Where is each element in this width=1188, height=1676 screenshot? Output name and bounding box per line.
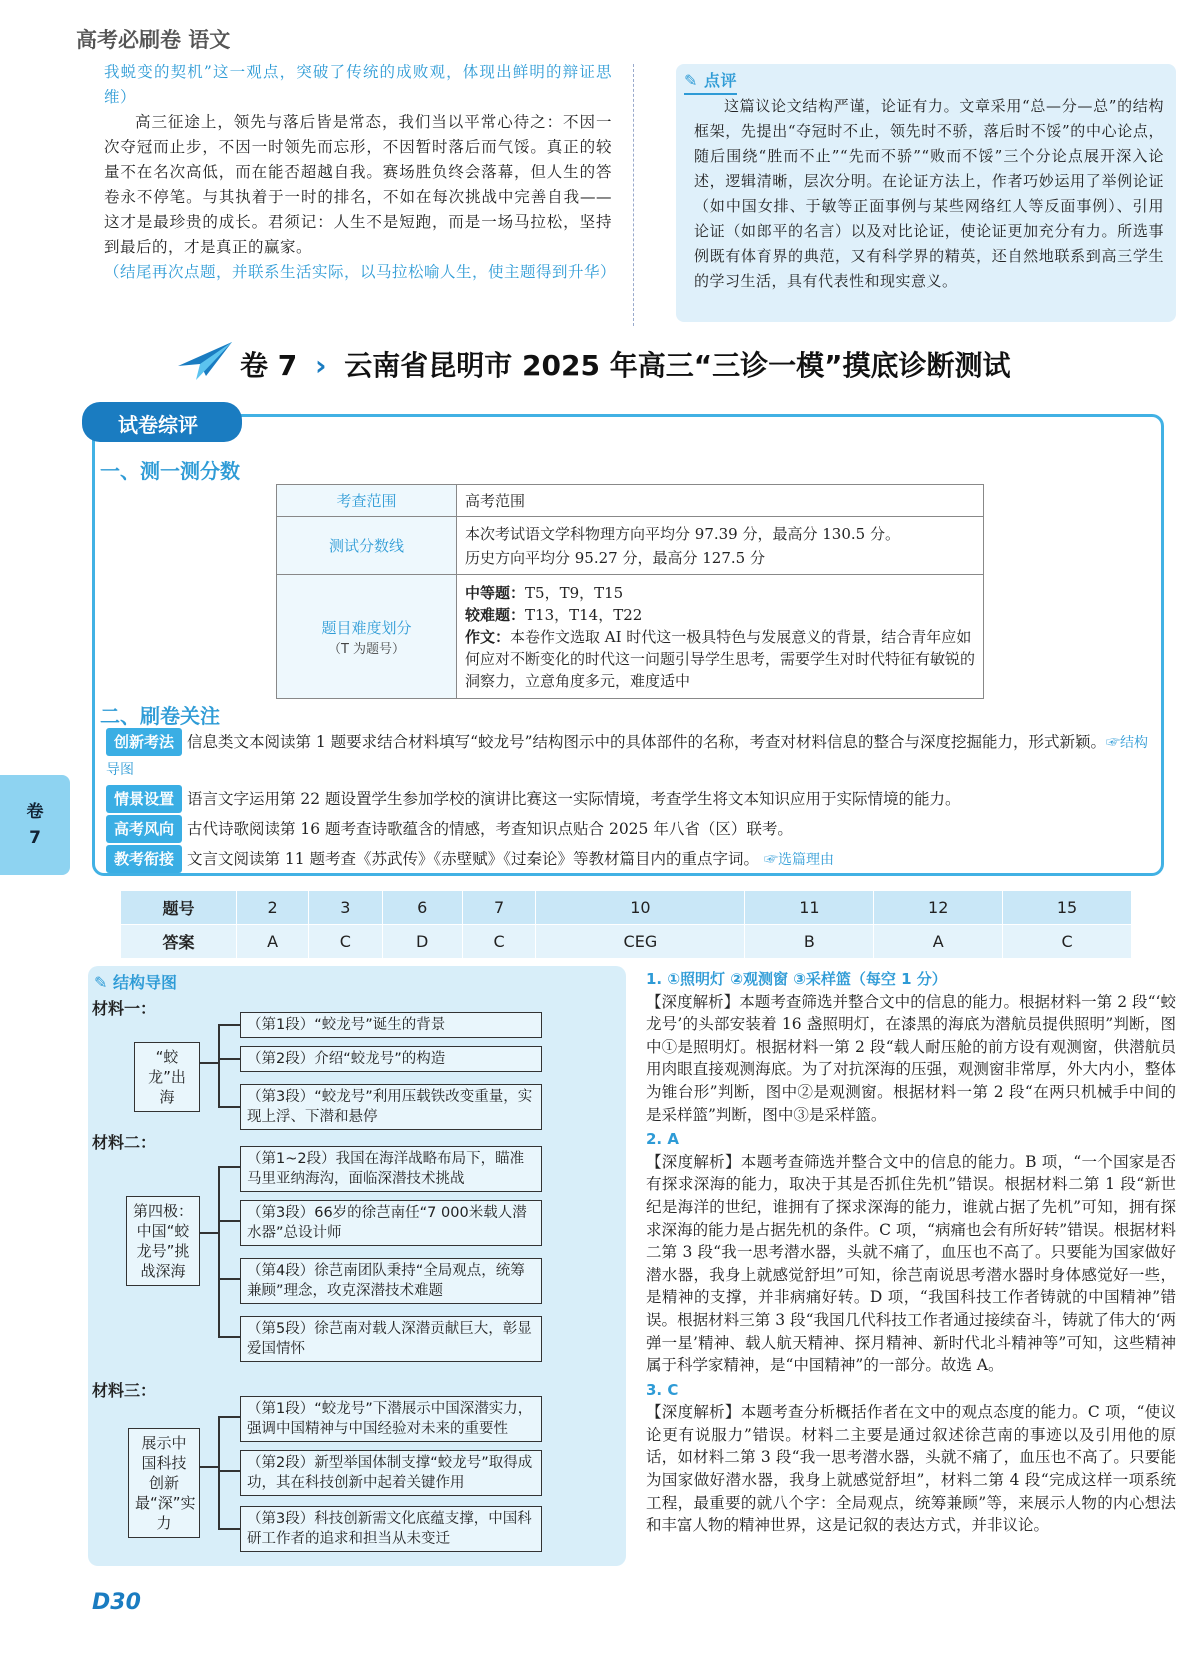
question-row xyxy=(121,891,1132,925)
connector xyxy=(218,1416,240,1418)
material-1-root: “蛟龙”出海 xyxy=(134,1042,200,1112)
map-node: （第3段）“蛟龙号”利用压载铁改变重量，实现上浮、下潜和悬停 xyxy=(240,1084,542,1130)
q1-explanation: 【深度解析】本题考查筛选并整合文中的信息的能力。根据材料一第 2 段“‘蛟龙号’的头部安装着 16 盏照明灯，在漆黑的海底为潜航员提供照明”判断，图中①是照明灯。根据材料一第 2 段“载人耐压舱的前方设有观测窗，供潜航员用肉眼直接观测海底。为了对抗深海的压强，观测窗非常厚，外大内小，整体为锥台形”判断，图中②是观测窗。根据材料一第 2 段“在两只机械手中间的是采样篮”判断，图中③是采样篮。 xyxy=(646,992,1176,1124)
difficulty-key-note: （T 为题号） xyxy=(327,641,406,657)
connector xyxy=(200,1062,218,1064)
score-line-1: 本次考试语文学科物理方向平均分 97.39 分，最高分 130.5 分。 xyxy=(465,524,900,543)
connector xyxy=(218,1528,240,1530)
q2-heading: 2. A xyxy=(646,1130,679,1149)
material-3-label: 材料三： xyxy=(92,1381,157,1400)
answer-cell: C xyxy=(462,925,535,959)
review-tab: 试卷综评 xyxy=(82,402,242,442)
question-cell: 11 xyxy=(745,891,874,925)
answer-header: 答案 xyxy=(121,925,237,959)
structure-map xyxy=(88,966,626,1566)
connector xyxy=(218,1416,220,1528)
paper-plane-icon xyxy=(176,336,236,380)
focus-list xyxy=(106,728,1152,873)
map-title: ✎ 结构导图 xyxy=(94,973,177,992)
material-1-label: 材料一： xyxy=(92,999,157,1018)
chevron-right-icon: › xyxy=(314,349,327,382)
connector xyxy=(218,1278,240,1280)
focus-note[interactable]: ☞选篇理由 xyxy=(763,852,834,868)
connector xyxy=(218,1166,220,1336)
connector xyxy=(218,1106,240,1108)
difficulty-key xyxy=(277,575,457,699)
focus-note[interactable]: ☞结构导图 xyxy=(106,735,1149,778)
question-cell: 2 xyxy=(237,891,309,925)
answer-cell: CEG xyxy=(536,925,745,959)
focus-text: 信息类文本阅读第 1 题要求结合材料填写“蛟龙号”结构图示中的具体部件的名称，考查对材料信息的整合与深度挖掘能力，形式新颖。 xyxy=(186,733,1107,751)
banner-prefix: 卷 7 xyxy=(240,349,298,382)
essay-note-1: 我蜕变的契机”这一观点，突破了传统的成败观，体现出鲜明的辩证思维） xyxy=(104,63,612,106)
focus-text: 古代诗歌阅读第 16 题考查诗歌蕴含的情感，考查知识点贴合 2025 年八省（区）联考。 xyxy=(186,820,793,838)
score-table xyxy=(276,484,984,699)
map-node: （第4段）徐芑南团队秉持“全局观点，统筹兼顾”理念，攻克深潜技术难题 xyxy=(240,1258,542,1304)
map-node: （第2段）新型举国体制支撑“蛟龙号”取得成功，其在科技创新中起着关键作用 xyxy=(240,1450,542,1496)
q3-explanation: 【深度解析】本题考查分析概括作者在文中的观点态度的能力。C 项，“使议论更有说服力”错误。材料二主要是通过叙述徐芑南的事迹以及引用他的原话，如材料二第 3 段“我一思考潜水器，头就不痛了，血压也不高了。只要能为国家做好潜水器，我身上就感觉舒坦”，材料二第 4 段“完成这样一项系统工程，最重要的就八个字：全局观点，统筹兼顾”等，来展示人物的内心想法和丰富人物的精神世界，这是记叙的表达方式，并非议论。 xyxy=(646,1403,1176,1535)
material-2-label: 材料二： xyxy=(92,1133,157,1152)
map-node: （第3段）科技创新需文化底蕴支撑，中国科研工作者的追求和担当从未变迁 xyxy=(240,1506,542,1552)
section-1-title: 一、测一测分数 xyxy=(100,459,240,483)
question-header: 题号 xyxy=(121,891,237,925)
connector xyxy=(200,1232,218,1234)
material-3-root: 展示中国科技创新最“深”实力 xyxy=(128,1428,200,1538)
connector xyxy=(218,1336,240,1338)
connector xyxy=(218,1220,240,1222)
section-2-title: 二、刷卷关注 xyxy=(100,704,220,728)
question-cell: 15 xyxy=(1003,891,1132,925)
material-2-root: 第四极：中国“蛟龙号”挑战深海 xyxy=(126,1196,200,1286)
map-node: （第3段）66岁的徐芑南任“7 000米载人潜水器”总设计师 xyxy=(240,1200,542,1246)
essay-desc: 本卷作文选取 AI 时代这一极具特色与发展意义的背景，结合青年应如何应对不断变化的时代这一问题引导学生思考，需要学生对时代特征有敏锐的洞察力，立意角度多元，难度适中 xyxy=(465,627,976,690)
banner-title: 云南省昆明市 2025 年高三“三诊一模”摸底诊断测试 xyxy=(344,349,1011,382)
connector xyxy=(218,1166,240,1168)
connector xyxy=(218,1024,220,1106)
answer-cell: A xyxy=(874,925,1003,959)
focus-text: 文言文阅读第 11 题考查《苏武传》《赤壁赋》《过秦论》等教材篇目内的重点字词。 xyxy=(186,850,760,868)
focus-tag: 高考风向 xyxy=(106,815,182,843)
running-header: 高考必刷卷 语文 xyxy=(76,28,231,52)
focus-tag: 教考衔接 xyxy=(106,845,182,873)
q1-heading: 1. ①照明灯 ②观测窗 ③采样篮（每空 1 分） xyxy=(646,970,947,988)
focus-tag: 创新考法 xyxy=(106,728,182,756)
score-line-2: 历史方向平均分 95.27 分，最高分 127.5 分 xyxy=(465,548,765,567)
question-cell: 12 xyxy=(874,891,1003,925)
volume-side-tab xyxy=(0,775,70,875)
focus-item xyxy=(106,845,1152,873)
answer-cell: C xyxy=(309,925,382,959)
comment-box xyxy=(676,64,1176,322)
answer-table xyxy=(120,890,1132,959)
map-node: （第5段）徐芑南对载人深潜贡献巨大，彰显爱国情怀 xyxy=(240,1316,542,1362)
hard-items: T13，T14，T22 xyxy=(525,605,643,624)
connector xyxy=(218,1024,240,1026)
scope-value: 高考范围 xyxy=(457,485,984,517)
difficulty-key-label: 题目难度划分 xyxy=(321,618,412,637)
map-node: （第1~2段）我国在海洋战略布局下，瞄准马里亚纳海沟，面临深潜技术挑战 xyxy=(240,1146,542,1192)
essay-note-2: （结尾再次点题，并联系生活实际，以马拉松喻人生，使主题得到升华） xyxy=(104,263,617,281)
answer-cell: B xyxy=(745,925,874,959)
score-table-wrap xyxy=(276,484,984,699)
answer-cell: D xyxy=(382,925,462,959)
q3-heading: 3. C xyxy=(646,1380,679,1399)
answer-row xyxy=(121,925,1132,959)
hard-label: 较难题： xyxy=(465,605,526,624)
score-line-value xyxy=(457,517,984,575)
map-title-text: 结构导图 xyxy=(112,973,177,992)
question-cell: 6 xyxy=(382,891,462,925)
focus-item xyxy=(106,785,1152,813)
column-divider xyxy=(633,64,634,326)
focus-text: 语言文字运用第 22 题设置学生参加学校的演讲比赛这一实际情境，考查学生将文本知识应用于实际情境的能力。 xyxy=(186,790,961,808)
focus-tag: 情景设置 xyxy=(106,785,182,813)
connector xyxy=(218,1058,240,1060)
connector xyxy=(218,1470,240,1472)
page-number: D30 xyxy=(92,1590,141,1615)
comment-text: 这篇议论文结构严谨，论证有力。文章采用“总—分—总”的结构框架，先提出“夺冠时不止，领先时不骄，落后时不馁”的中心论点，随后围绕“胜而不止”“先而不骄”“败而不馁”三个分论点展开深入论述，逻辑清晰，层次分明。在论证方法上，作者巧妙运用了举例论证（如中国女排、于敏等正面事例与某些网络红人等反面事例）、引用论证（如郎平的名言）以及对比论证，使论证更加充分有力。所选事例既有体育界的典范，又有科学界的精英，还自然地联系到高三学生的学习生活，具有代表性和现实意义。 xyxy=(694,97,1164,290)
essay-label: 作文： xyxy=(465,627,511,646)
answer-explanations xyxy=(646,968,1176,1537)
essay-continuation xyxy=(104,60,617,285)
essay-paragraph: 高三征途上，领先与落后皆是常态，我们当以平常心待之：不因一次夺冠而止步，不因一时领先而忘形，不因暂时落后而气馁。真正的较量不在名次高低，而在能否超越自我。赛场胜负终会落幕，但人生的答卷永不停笔。与其执着于一时的排名，不如在每次挑战中完善自我——这才是最珍贵的成长。君须记：人生不是短跑，而是一场马拉松，坚持到最后的，才是真正的赢家。 xyxy=(104,113,612,256)
scope-key: 考查范围 xyxy=(277,485,457,517)
question-cell: 10 xyxy=(536,891,745,925)
medium-items: T5，T9，T15 xyxy=(525,583,624,602)
question-cell: 7 xyxy=(462,891,535,925)
difficulty-value xyxy=(457,575,984,699)
map-node: （第1段）“蛟龙号”诞生的背景 xyxy=(240,1012,542,1038)
comment-label: ✎ 点评 xyxy=(684,68,737,95)
answer-cell: A xyxy=(237,925,309,959)
map-node: （第2段）介绍“蛟龙号”的构造 xyxy=(240,1046,542,1072)
connector xyxy=(200,1466,218,1468)
question-cell: 3 xyxy=(309,891,382,925)
side-tab-top: 卷 xyxy=(26,802,44,822)
q2-explanation: 【深度解析】本题考查筛选并整合文中的信息的能力。B 项，“一个国家是否有探求深海的能力，取决于其是否抓住先机”错误。根据材料二第 1 段“新世纪是海洋的世纪，谁拥有了探求深海的能力，谁就占据了先机”可知，拥有探求深海的能力是占据先机的条件。C 项，“病痛也会有所好转”错误。根据材料二第 3 段“我一思考潜水器，头就不痛了，血压也不高了。只要能为国家做好潜水器，我身上就感觉舒坦”可知，徐芑南说思考潜水器时身体感觉好一些，是精神的支撑，并非病痛好转。D 项，“我国科技工作者铸就的中国精神”错误。根据材料三第 3 段“我国几代科技工作者通过接续奋斗，铸就了伟大的‘两弹一星’精神、载人航天精神、探月精神、新时代北斗精神等”可知，这些精神属于科学家精神，是“中国精神”的一部分。故选 A。 xyxy=(646,1152,1176,1375)
focus-item xyxy=(106,728,1152,783)
test-banner xyxy=(180,342,1080,386)
medium-label: 中等题： xyxy=(465,583,526,602)
map-node: （第1段）“蛟龙号”下潜展示中国深潜实力，强调中国精神与中国经验对未来的重要性 xyxy=(240,1396,542,1442)
focus-item xyxy=(106,815,1152,843)
answer-cell: C xyxy=(1003,925,1132,959)
score-line-key: 测试分数线 xyxy=(277,517,457,575)
side-tab-bottom: 7 xyxy=(29,828,41,848)
